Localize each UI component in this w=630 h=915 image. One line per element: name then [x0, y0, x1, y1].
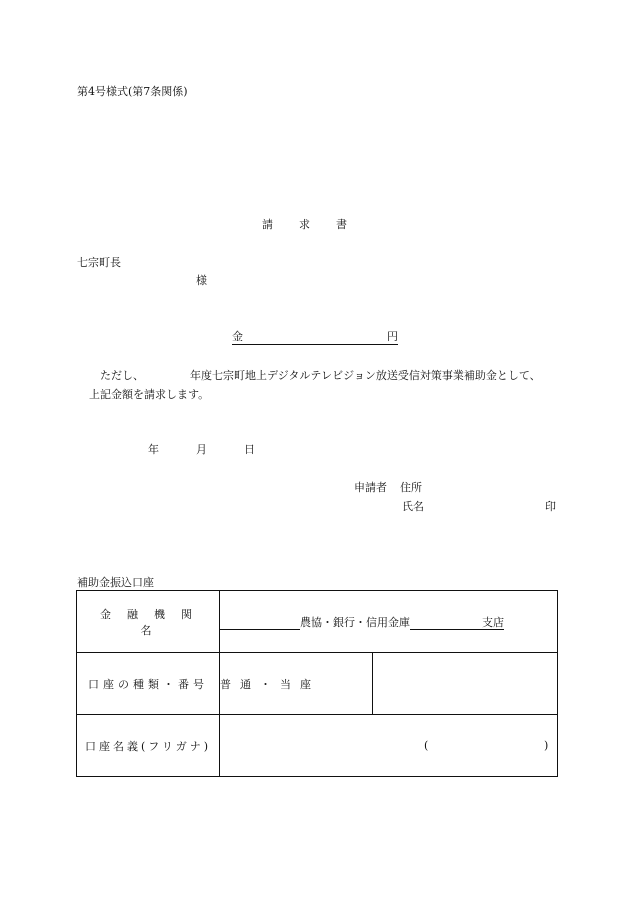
applicant-role: 申請者	[354, 481, 387, 494]
request-body-line2: 上記金額を請求します。	[89, 388, 210, 401]
table-row	[77, 653, 558, 715]
account-caption: 補助金振込口座	[77, 576, 154, 589]
document-title: 請求書	[262, 218, 373, 231]
branch-label: 支店	[482, 615, 504, 629]
request-body-line1	[100, 370, 541, 381]
close-paren: )	[544, 739, 549, 752]
bank-name-field[interactable]	[220, 591, 558, 653]
open-paren: (	[424, 739, 429, 752]
account-holder-field[interactable]	[220, 715, 558, 777]
amount-unit: 円	[387, 330, 398, 343]
applicant-address-row	[354, 482, 422, 493]
account-number-field[interactable]	[373, 653, 558, 715]
amount-prefix: 金	[232, 330, 243, 343]
applicant-name-row	[402, 501, 556, 512]
table-row	[77, 591, 558, 653]
addressee: 七宗町長	[77, 256, 121, 269]
date-day: 日	[244, 443, 255, 456]
addressee-honorific: 様	[196, 274, 207, 287]
request-purpose: 年度七宗町地上デジタルテレビジョン放送受信対策事業補助金として、	[190, 369, 541, 382]
table-row	[77, 715, 558, 777]
bank-type-options: 農協・銀行・信用金庫	[300, 615, 410, 629]
seal-mark: 印	[545, 500, 556, 513]
date-line	[148, 444, 255, 455]
amount-line	[232, 331, 398, 345]
bank-name-label: 金融機関名	[77, 591, 220, 653]
account-type-label: 口座の種類・番号	[77, 653, 220, 715]
date-month: 月	[196, 443, 207, 456]
date-year: 年	[148, 443, 159, 456]
request-lead: ただし、	[100, 369, 144, 382]
account-table	[76, 590, 558, 777]
form-reference: 第4号様式(第7条関係)	[77, 85, 188, 98]
account-holder-label: 口座名義(フリガナ)	[77, 715, 220, 777]
address-label: 住所	[400, 481, 422, 494]
account-type-options[interactable]: 普通・当座	[220, 653, 373, 715]
name-label: 氏名	[402, 500, 424, 513]
